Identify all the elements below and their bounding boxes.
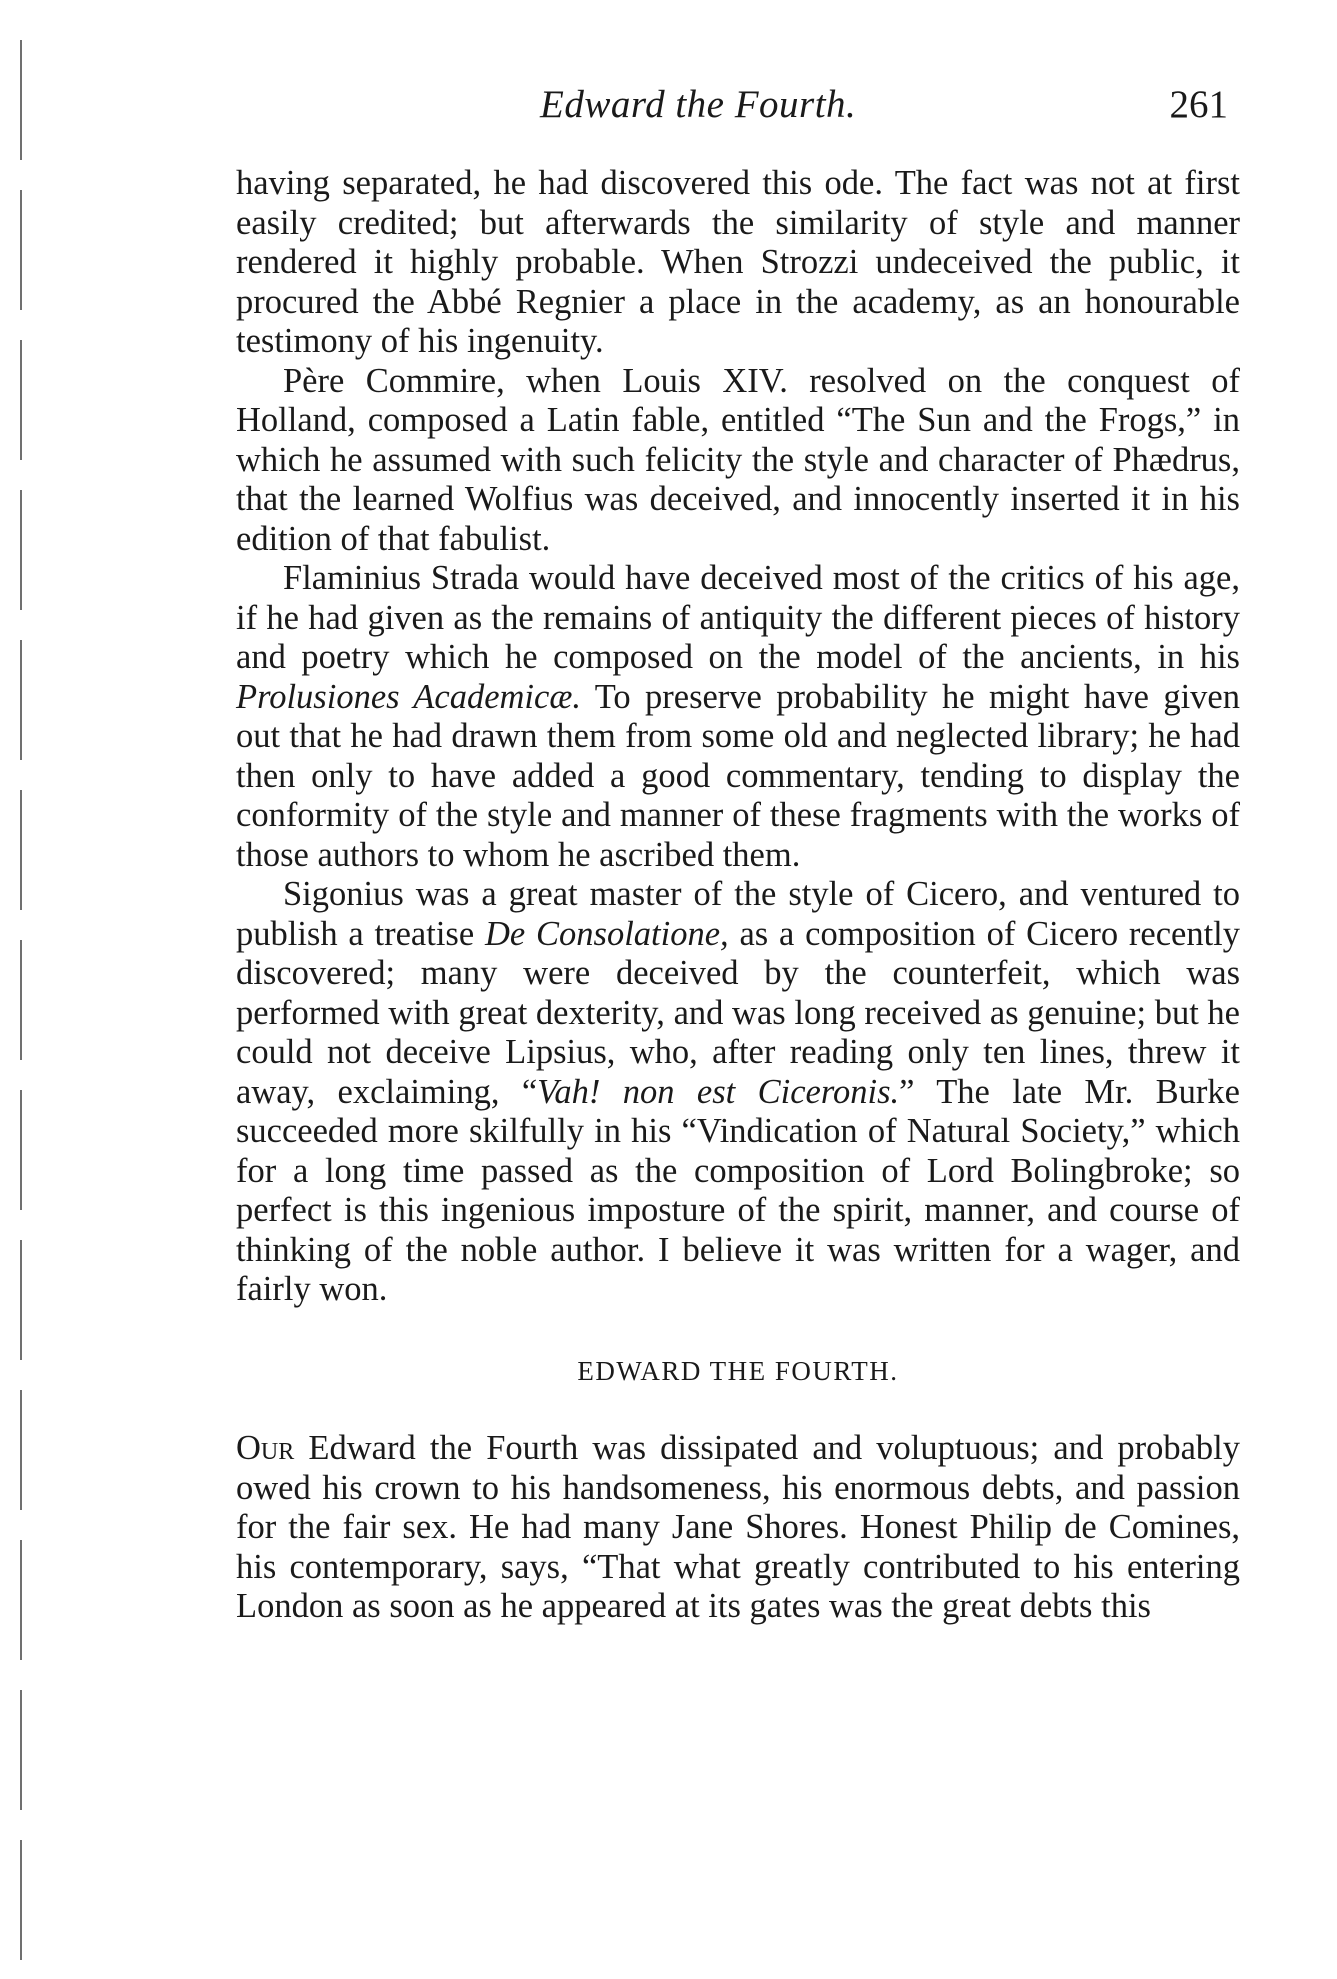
page-header <box>240 82 1240 142</box>
paragraph-sigonius <box>236 875 1240 1310</box>
paragraph-strada <box>236 559 1240 875</box>
scan-margin-edge <box>20 40 22 1970</box>
section-heading: EDWARD THE FOURTH. <box>577 1355 899 1386</box>
section-lead-word: Our <box>236 1429 295 1467</box>
page-body <box>236 164 1240 1627</box>
sigonius-text-2: as a composition of Cicero recently discovered; many were deceived by the counterfeit, which was performed with great dexterity, and was long received as genuine; but he could not deceive Lipsius, who, after reading only ten lines, threw it away, exclaiming, “ <box>236 914 1241 1111</box>
lipsius-quote: Vah! non est Ciceronis. <box>537 1072 900 1111</box>
paragraph-edward <box>236 1429 1240 1627</box>
paragraph-continuation: having separated, he had discovered this ode. The fact was not at first easily credited; but afterwards the similarity of style and manner rendered it highly probable. When Strozzi undeceived the public, it procured the Abbé Regnier a place in the academy, as an honourable testimony of his ingenuity. <box>236 164 1240 360</box>
running-title: Edward the Fourth. <box>540 83 857 126</box>
strada-text-after: To preserve probability he might have given out that he had drawn them from some old and neglected library; he had then only to have added a good commentary, tending to display the conformity of the style and manner of these fragments with the works of those authors to whom he ascribed them. <box>236 677 1240 874</box>
sigonius-treatise-title: De Consolatione, <box>484 914 729 953</box>
page-number: 261 <box>1169 83 1228 126</box>
strada-text-before: Flaminius Strada would have deceived most of the critics of his age, if he had given as the remains of antiquity the different pieces of history and poetry which he composed on the model of the ancients, in his <box>236 559 1240 676</box>
sigonius-text-1: Sigonius was a great master of the style of Cicero, and ventured to publish a treatise <box>236 875 1240 953</box>
paragraph-commire: Père Commire, when Louis XIV. resolved on the conquest of Holland, composed a Latin fable, entitled “The Sun and the Frogs,” in which he assumed with such felicity the style and character of Phædrus, that the learned Wolfius was deceived, and innocently inserted it in his edition of that fabulist. <box>236 361 1240 558</box>
edward-text: Edward the Fourth was dissipated and voluptuous; and probably owed his crown to his handsomeness, his enormous debts, and passion for the fair sex. He had many Jane Shores. Honest Philip de Comines, his contemporary, says, “That what greatly contributed to his entering London as soon as he appeared at its gates was the great debts this <box>236 1429 1240 1625</box>
sigonius-text-3: ” The late Mr. Burke succeeded more skilfully in his “Vindication of Natural Society,” which for a long time passed as the composition of Lord Bolingbroke; so perfect is this ingenious imposture of the spirit, manner, and course of thinking of the noble author. I believe it was written for a wager, and fairly won. <box>236 1072 1240 1308</box>
strada-book-title: Prolusiones Academicæ. <box>236 677 581 716</box>
